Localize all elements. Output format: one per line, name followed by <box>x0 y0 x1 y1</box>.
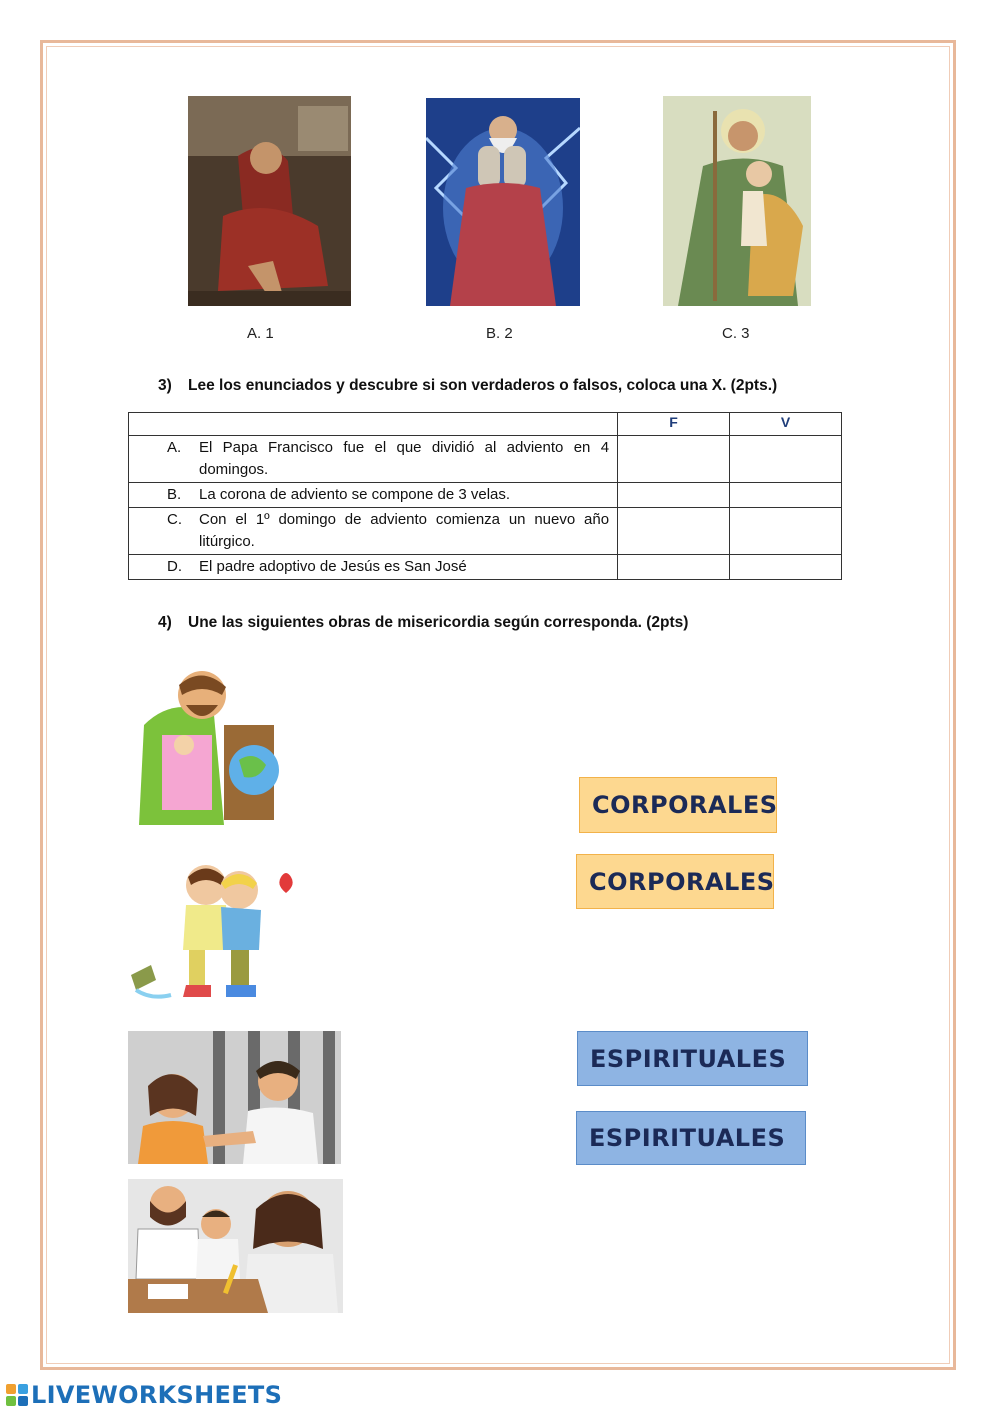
header-v: V <box>729 413 841 436</box>
question-3-text: Lee los enunciados y descubre si son verdaderos o falsos, coloca una X. (2pts.) <box>188 377 778 394</box>
label-corporales-2[interactable]: CORPORALES <box>576 854 774 909</box>
table-row <box>129 508 842 555</box>
statement-text: La corona de adviento se compone de 3 velas. <box>199 486 511 503</box>
table-row <box>129 483 842 508</box>
answer-box-f-a[interactable] <box>618 436 730 483</box>
answer-box-v-b[interactable] <box>729 483 841 508</box>
answer-box-v-c[interactable] <box>729 508 841 555</box>
question-3 <box>158 377 777 395</box>
label-espirituales-2[interactable]: ESPIRITUALES <box>576 1111 806 1165</box>
statement-a <box>129 436 618 483</box>
table-row <box>129 555 842 580</box>
header-f: F <box>618 413 730 436</box>
statement-text: El padre adoptivo de Jesús es San José <box>199 558 467 575</box>
statement-text: El Papa Francisco fue el que dividió al adviento en 4 domingos. <box>199 439 610 478</box>
statement-c <box>129 508 618 555</box>
answer-box-f-d[interactable] <box>618 555 730 580</box>
caption-a: A. 1 <box>247 325 274 342</box>
image-teaching-children <box>128 1179 343 1313</box>
answer-box-v-a[interactable] <box>729 436 841 483</box>
statement-letter: B. <box>167 486 182 503</box>
image-saint-joseph <box>663 96 811 306</box>
statement-letter: D. <box>167 558 182 575</box>
question-4-number: 4) <box>158 614 172 631</box>
answer-box-f-c[interactable] <box>618 508 730 555</box>
label-espirituales-1[interactable]: ESPIRITUALES <box>577 1031 808 1086</box>
table-row <box>129 436 842 483</box>
statement-b <box>129 483 618 508</box>
image-moses-tablets <box>426 98 580 306</box>
header-statement <box>129 413 618 436</box>
image-weeping-man <box>188 96 351 306</box>
statement-d <box>129 555 618 580</box>
image-children-hug <box>131 855 297 1005</box>
question-3-number: 3) <box>158 377 172 394</box>
caption-c: C. 3 <box>722 325 750 342</box>
question-4 <box>158 614 688 632</box>
answer-box-v-d[interactable] <box>729 555 841 580</box>
image-prison-visit <box>128 1031 341 1164</box>
table-header-row <box>129 413 842 436</box>
question-4-text: Une las siguientes obras de misericordia según corresponda. (2pts) <box>188 614 689 631</box>
caption-b: B. 2 <box>486 325 513 342</box>
image-welcome-pilgrim <box>134 665 286 827</box>
liveworksheets-logo-icon <box>6 1384 28 1406</box>
statement-letter: A. <box>167 439 182 456</box>
footer-brand: LIVEWORKSHEETS <box>31 1381 283 1409</box>
label-corporales-1[interactable]: CORPORALES <box>579 777 777 833</box>
true-false-table <box>128 412 842 580</box>
statement-text: Con el 1º domingo de adviento comienza un nuevo año litúrgico. <box>199 511 610 550</box>
statement-letter: C. <box>167 511 182 528</box>
answer-box-f-b[interactable] <box>618 483 730 508</box>
footer-logo[interactable] <box>6 1381 282 1409</box>
